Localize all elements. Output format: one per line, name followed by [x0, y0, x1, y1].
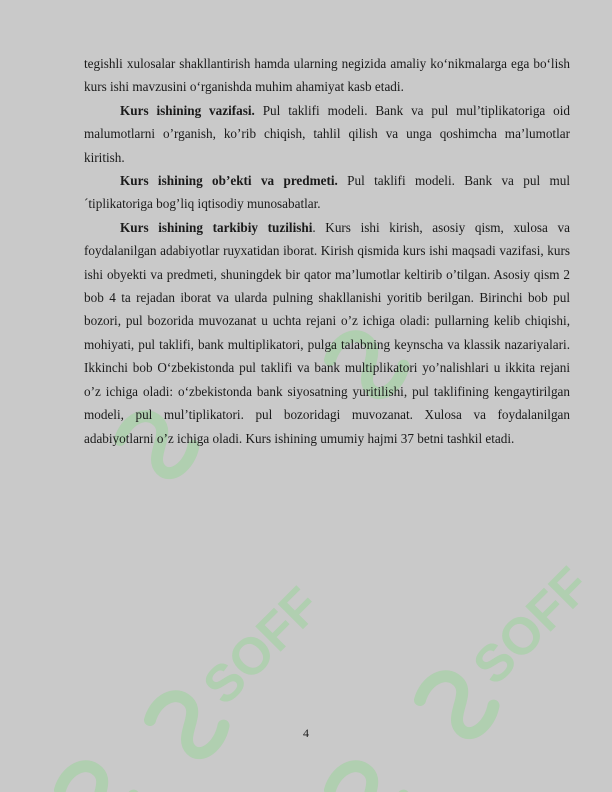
paragraph-course-task — [84, 99, 570, 169]
paragraph-text: . Kurs ishi kirish, asosiy qism, xulosa va foydalanilgan adabiyotlar ruyxatidan iborat. Kirish qismida kurs ishi maqsadi vazifasi, kurs ishi obyekti va predmeti, shuningdek bir qator ma’lumotlar keltirib o’tilgan. Asosiy qism 2 bob 4 ta rejadan iborat va ularda pulning shakllanishi yoritib berilgan. Birinchi bob pul bozori, pul bozorida muvozanat u uchta rejani o’z ichiga oladi: pullarning kelib chiqishi, mohiyati, pul taklifi, bank multiplikatori, pulga talabning keynscha va klassik nazariyalari. Ikkinchi bob O‘zbekistonda pul taklifi va bank multiplikatori yo’nalishlari u ikkita rejani o’z ichiga oladi: o‘zbekistonda bank siyosatning yuritilishi, pul taklifining kengaytirilgan modeli, pul mul’tiplikatori. pul bozoridagi muvozanat. Xulosa va foydalanilgan adabiyotlarni o’z ichiga oladi. Kurs ishining umumiy hajmi 37 betni tashkil etadi. — [84, 219, 570, 446]
paragraph-heading: Kurs ishining tarkibiy tuzilishi — [120, 219, 313, 235]
page-number: 4 — [303, 726, 309, 740]
watermark-text-2: SOFF — [462, 556, 602, 696]
paragraph-text: tegishli xulosalar shakllantirish hamda ularning negizida amaliy ko‘nikmalarga ega bo‘lish kurs ishi mavzusini o‘rganishda muhim ahamiyat kasb etadi. — [84, 56, 570, 95]
paragraph-course-structure — [84, 216, 570, 450]
paragraph-intro-continuation — [84, 52, 570, 99]
paragraph-text: Pul taklifi modeli. Bank va pul mul’tiplikatoriga oid malumotlarni o’rganish, ko’rib chiqish, tahlil qilish va unga qoshimcha ma’lumotlar kiritish. — [84, 102, 570, 165]
paragraph-heading: Kurs ishining vazifasi. — [120, 102, 255, 118]
watermark-text-1: SOFF — [192, 576, 332, 716]
paragraph-text: Pul taklifi modeli. Bank va pul mul´tiplikatoriga bog’liq iqtisodiy munosabatlar. — [84, 173, 570, 212]
paragraph-course-object — [84, 169, 570, 216]
document-body — [84, 52, 570, 450]
paragraph-heading: Kurs ishining ob’ekti va predmeti. — [120, 173, 338, 189]
